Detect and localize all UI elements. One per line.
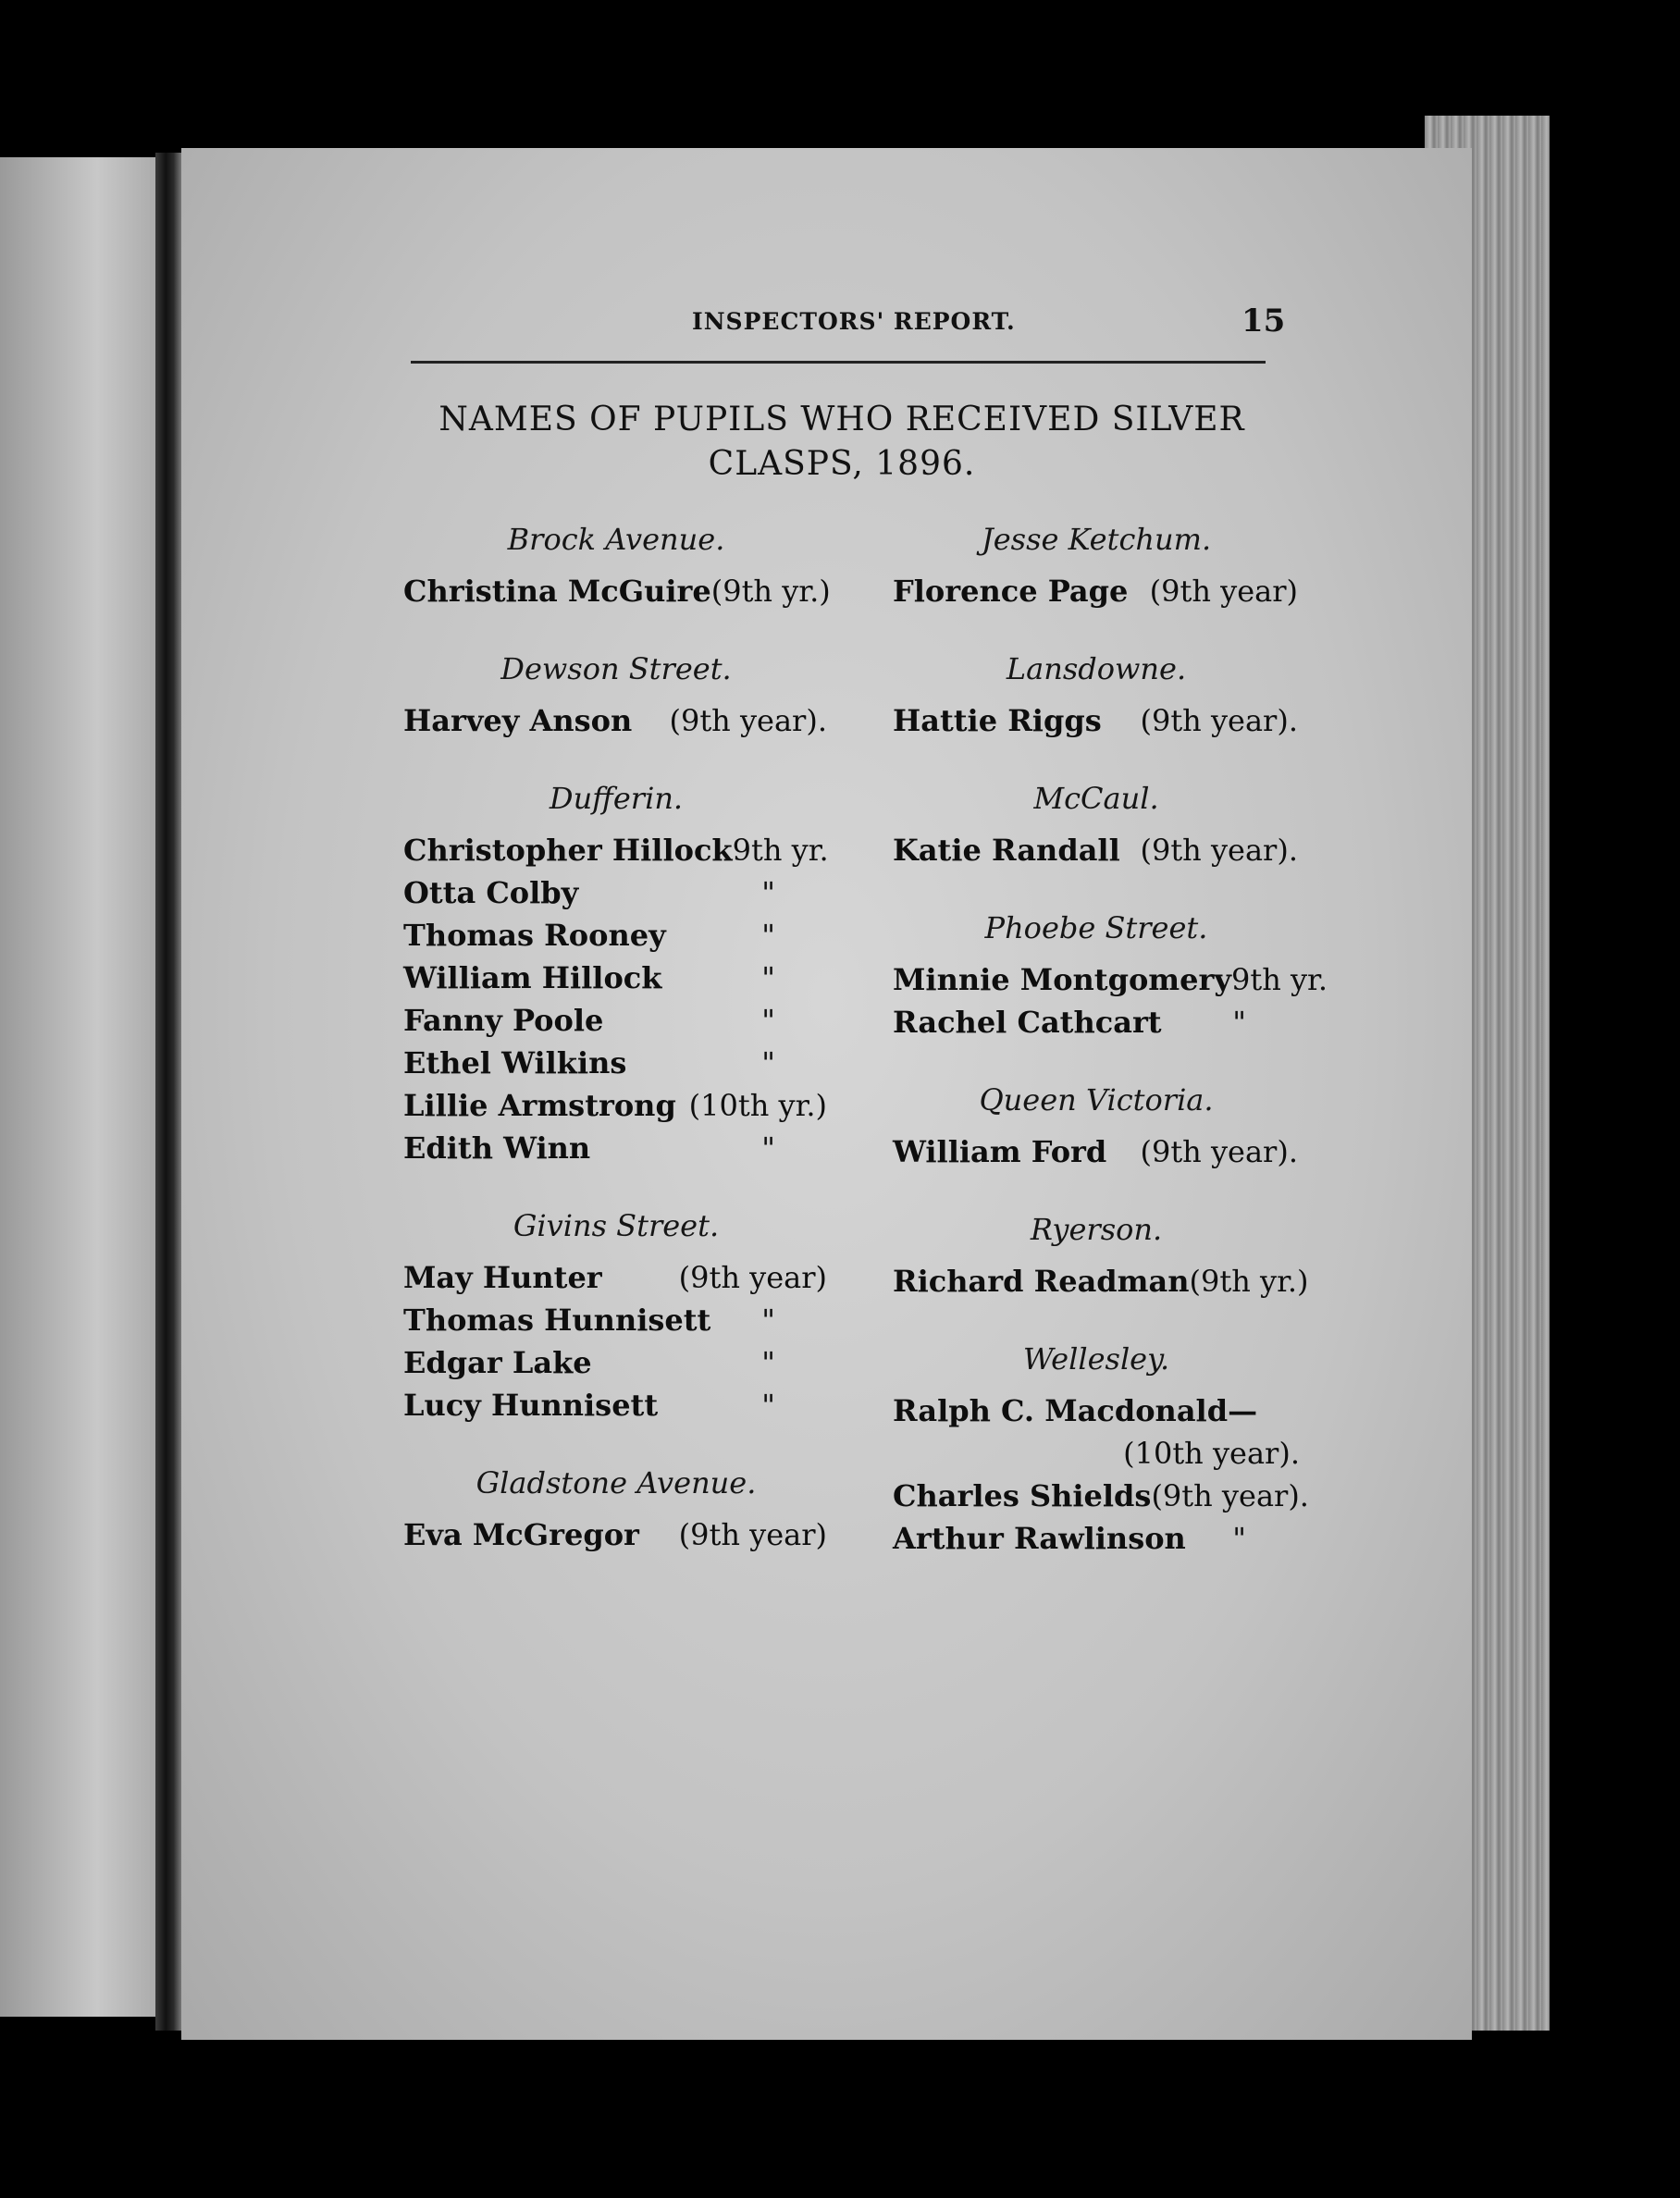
heading-gap — [893, 1251, 1300, 1260]
section-gap — [893, 1043, 1300, 1079]
section-gap — [403, 742, 829, 777]
section-gap — [893, 1303, 1300, 1338]
pupil-name: Harvey Anson — [403, 703, 633, 738]
pupil-year-note: 9th yr. — [1230, 962, 1328, 997]
heading-gap — [893, 1380, 1300, 1389]
pupil-year-note: " — [761, 1003, 775, 1038]
pupil-entry — [893, 958, 1328, 1001]
pupil-year-note: " — [761, 1303, 775, 1338]
heading-line-2: CLASPS, 1896. — [708, 445, 976, 483]
pupil-entry — [403, 1513, 829, 1556]
pupil-name: Thomas Rooney — [403, 918, 666, 953]
pupil-name: William Ford — [893, 1134, 1107, 1169]
section-gap — [893, 1173, 1300, 1208]
pupil-name: Thomas Hunnisett — [403, 1303, 711, 1338]
section-gap — [893, 742, 1300, 777]
pupil-name: Christopher Hillock — [403, 833, 733, 868]
pupil-name: May Hunter — [403, 1260, 602, 1295]
pupil-entry — [403, 1341, 829, 1384]
pupil-name: Ethel Wilkins — [403, 1045, 627, 1080]
pupil-name: Hattie Riggs — [893, 703, 1102, 738]
page-heading — [398, 398, 1286, 487]
pupil-entry — [403, 1299, 829, 1341]
section-gap — [403, 1169, 829, 1204]
pupil-year-note: (9th year). — [669, 703, 827, 738]
pupil-entry — [893, 1475, 1309, 1517]
running-header: INSPECTORS' REPORT. — [692, 308, 1016, 335]
pupil-name: Edgar Lake — [403, 1345, 592, 1380]
pupil-year-note: (9th year) — [678, 1260, 827, 1295]
pupil-entry — [403, 871, 829, 914]
pupil-name: Christina McGuire — [403, 574, 711, 609]
pupil-entry — [403, 1042, 829, 1084]
left-column — [403, 518, 829, 1556]
school-name: Ryerson. — [1030, 1212, 1163, 1247]
pupil-year-note: (10th year). — [1123, 1436, 1300, 1471]
section-gap — [403, 1426, 829, 1462]
pupil-entry — [893, 1389, 1300, 1432]
pupil-name: Ralph C. Macdonald— — [893, 1393, 1258, 1428]
heading-gap — [403, 690, 829, 699]
pupil-name: Charles Shields — [893, 1478, 1152, 1513]
pupil-entry — [893, 829, 1300, 871]
heading-gap — [403, 1247, 829, 1256]
pupil-year-note: (9th year). — [1140, 1134, 1298, 1169]
pupil-name: Otta Colby — [403, 875, 579, 910]
heading-gap — [403, 561, 829, 570]
pupil-year-note: (9th year) — [1149, 574, 1298, 609]
pupil-name: Lucy Hunnisett — [403, 1388, 659, 1423]
pupil-year-note: " — [761, 960, 775, 995]
pupil-name: Fanny Poole — [403, 1003, 604, 1038]
pupil-entry — [403, 914, 829, 957]
school-name: Jesse Ketchum. — [981, 522, 1212, 557]
heading-gap — [893, 820, 1300, 829]
school-name: Givins Street. — [513, 1208, 720, 1243]
section-gap — [893, 871, 1300, 907]
school-name: Brock Avenue. — [507, 522, 725, 557]
pupil-entry — [403, 570, 829, 612]
pupil-year-note: " — [761, 1345, 775, 1380]
pupil-entry — [893, 1517, 1300, 1560]
pupil-year-note: (9th year). — [1140, 703, 1298, 738]
pupil-entry — [893, 699, 1300, 742]
school-name: Queen Victoria. — [979, 1082, 1214, 1118]
pupil-name: Rachel Cathcart — [893, 1005, 1162, 1040]
pupil-entry — [403, 957, 829, 999]
pupil-name: Richard Readman — [893, 1264, 1190, 1299]
heading-gap — [893, 949, 1300, 958]
pupil-name: Eva McGregor — [403, 1517, 639, 1552]
pupil-entry — [403, 1256, 829, 1299]
school-name: Dufferin. — [549, 781, 684, 816]
page-number: 15 — [1241, 303, 1286, 340]
heading-line-1: NAMES OF PUPILS WHO RECEIVED SILVER — [439, 401, 1245, 438]
pupil-year-note: " — [761, 875, 775, 910]
school-name: Phoebe Street. — [984, 910, 1208, 945]
pupil-year-note: (9th year). — [1151, 1478, 1309, 1513]
section-gap — [893, 612, 1300, 648]
pupil-name: Minnie Montgomery — [893, 962, 1231, 997]
book-gutter — [155, 153, 181, 2031]
school-name: Dewson Street. — [500, 651, 732, 686]
pupil-entry — [893, 1130, 1300, 1173]
heading-gap — [893, 561, 1300, 570]
pupil-name: Florence Page — [893, 574, 1129, 609]
header-rule — [411, 361, 1266, 364]
heading-gap — [893, 690, 1300, 699]
pupil-name: William Hillock — [403, 960, 662, 995]
heading-gap — [403, 1504, 829, 1513]
pupil-year-note: " — [761, 1388, 775, 1423]
pupil-entry — [403, 699, 829, 742]
heading-gap — [403, 820, 829, 829]
pupil-name: Arthur Rawlinson — [893, 1521, 1186, 1556]
pupil-entry — [893, 570, 1300, 612]
pupil-year-note: " — [761, 918, 775, 953]
pupil-year-note: (10th yr.) — [688, 1088, 827, 1123]
right-column — [893, 518, 1328, 1560]
school-name: Lansdowne. — [1006, 651, 1187, 686]
pupil-name: Lillie Armstrong — [403, 1088, 676, 1123]
pupil-year-note — [1298, 1389, 1300, 1432]
pupil-year-note: " — [1232, 1521, 1246, 1556]
school-name: Gladstone Avenue. — [476, 1465, 757, 1500]
section-gap — [403, 612, 829, 648]
pupil-year-note: " — [761, 1045, 775, 1080]
pupil-entry — [893, 1001, 1300, 1043]
pupil-year-note: (9th year) — [678, 1517, 827, 1552]
school-name: McCaul. — [1033, 781, 1159, 816]
pupil-name: Edith Winn — [403, 1130, 591, 1166]
facing-page-edge — [0, 157, 162, 2017]
school-name: Wellesley. — [1022, 1341, 1170, 1377]
pupil-entry — [403, 1127, 829, 1169]
pupil-year-note: (9th yr.) — [1189, 1264, 1309, 1299]
pupil-year-note: " — [1232, 1005, 1246, 1040]
pupil-name: Katie Randall — [893, 833, 1120, 868]
pupil-year-note: (9th year). — [1140, 833, 1298, 868]
pupil-entry — [403, 829, 829, 871]
pupil-entry — [403, 1384, 829, 1426]
pupil-entry — [893, 1260, 1309, 1303]
pupil-entry — [403, 999, 829, 1042]
heading-gap — [893, 1121, 1300, 1130]
pupil-year-note: (9th yr.) — [710, 574, 831, 609]
pupil-year-note: " — [761, 1130, 775, 1166]
pupil-year-note: 9th yr. — [732, 833, 829, 868]
pupil-entry — [403, 1084, 829, 1127]
